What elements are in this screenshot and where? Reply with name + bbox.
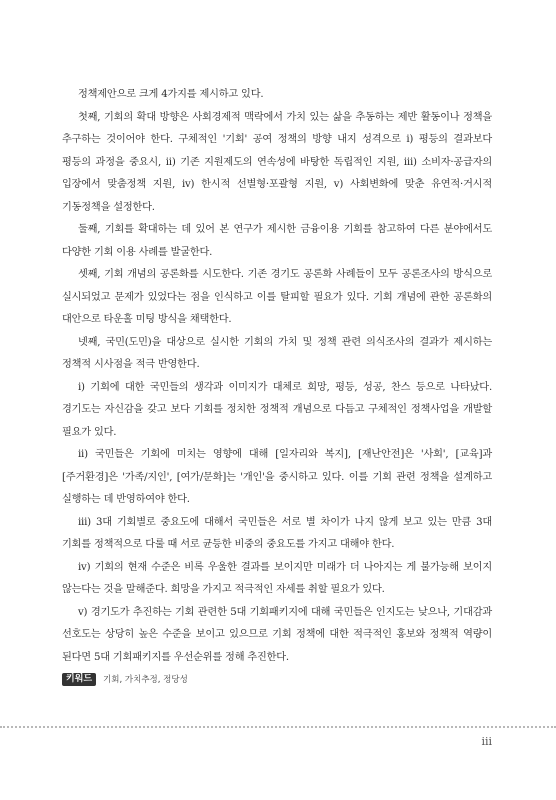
page-number: iii (481, 735, 492, 748)
paragraph-item-i: i) 기회에 대한 국민들의 생각과 이미지가 대체로 희망, 평등, 성공, 찬스 등으로 나타났다. 경기도는 자신감을 갖고 보다 기회를 정치한 정책적 개념으로 다듬고 구체적인 정책사업을 개발할 필요가 있다. (62, 381, 492, 438)
keyword-row (62, 671, 492, 687)
paragraph-fourth: 넷째, 국민(도민)을 대상으로 실시한 기회의 가치 및 정책 관련 의식조사의 결과가 제시하는 정책적 시사점을 적극 반영한다. (62, 336, 492, 370)
footer-divider (0, 726, 556, 728)
paragraph-item-v: v) 경기도가 추진하는 기회 관련한 5대 기회패키지에 대해 국민들은 인지도는 낮으나, 기대감과 선호도는 상당히 높은 수준을 보이고 있으므로 기회 정책에 대한 적극적인 홍보와 정책적 역량이 된다면 5대 기회패키지를 우선순위를 정해 추진한다. (62, 606, 492, 663)
paragraph-item-ii: ii) 국민들은 기회에 미치는 영향에 대해 [일자리와 복지], [재난안전]은 '사회', [교육]과 [주거환경]은 '가족/지인', [여가/문화]는 '개인'을 중시하고 있다. 이를 기회 관련 정책을 설계하고 실행하는 데 반영하여야 한다. (62, 449, 492, 505)
keyword-list: 기회, 가치추정, 정당성 (103, 675, 188, 685)
paragraph-item-iv: iv) 기회의 현재 수준은 비록 우울한 결과를 보이지만 미래가 더 나아지는 게 불가능해 보이지 않는다는 것을 말해준다. 희망을 가지고 적극적인 자세를 취할 필요가 있다. (62, 561, 492, 595)
paragraph-third: 셋째, 기회 개념의 공론화를 시도한다. 기존 경기도 공론화 사례들이 모두 공론조사의 방식으로 실시되었고 문제가 있었다는 점을 인식하고 이를 탈피할 필요가 있다. 기회 개념에 관한 공론화의 대안으로 타운홀 미팅 방식을 채택한다. (62, 269, 492, 325)
paragraph-item-iii: iii) 3대 기회별로 중요도에 대해서 국민들은 서로 별 차이가 나지 않게 보고 있는 만큼 3대 기회를 정책적으로 다룰 때 서로 균등한 비중의 중요도를 가지고 대해야 한다. (62, 516, 492, 550)
paragraph-second: 둘째, 기회를 확대하는 데 있어 본 연구가 제시한 금융이용 기회를 참고하여 다른 분야에서도 다양한 기회 이용 사례를 발굴한다. (62, 224, 492, 258)
paragraph-first: 첫째, 기회의 확대 방향은 사회경제적 맥락에서 가치 있는 삶을 추동하는 제반 활동이나 정책을 추구하는 것이어야 한다. 구체적인 '기회' 공여 정책의 방향 내지 성격으로 i) 평등의 결과보다 평등의 과정을 중요시, ii) 기존 지원제도의 연속성에 바탕한 독립적인 지원, iii) 소비자·공급자의 입장에서 맞춤정책 지원, iv) 한시적 선별형·포괄형 지원, v) 사회변화에 맞춘 유연적·거시적 기동정책을 설정한다. (62, 111, 492, 213)
keyword-badge: 키워드 (62, 673, 96, 686)
document-body (62, 84, 492, 687)
paragraph-intro: 정책제안으로 크게 4가지를 제시하고 있다. (78, 89, 264, 100)
